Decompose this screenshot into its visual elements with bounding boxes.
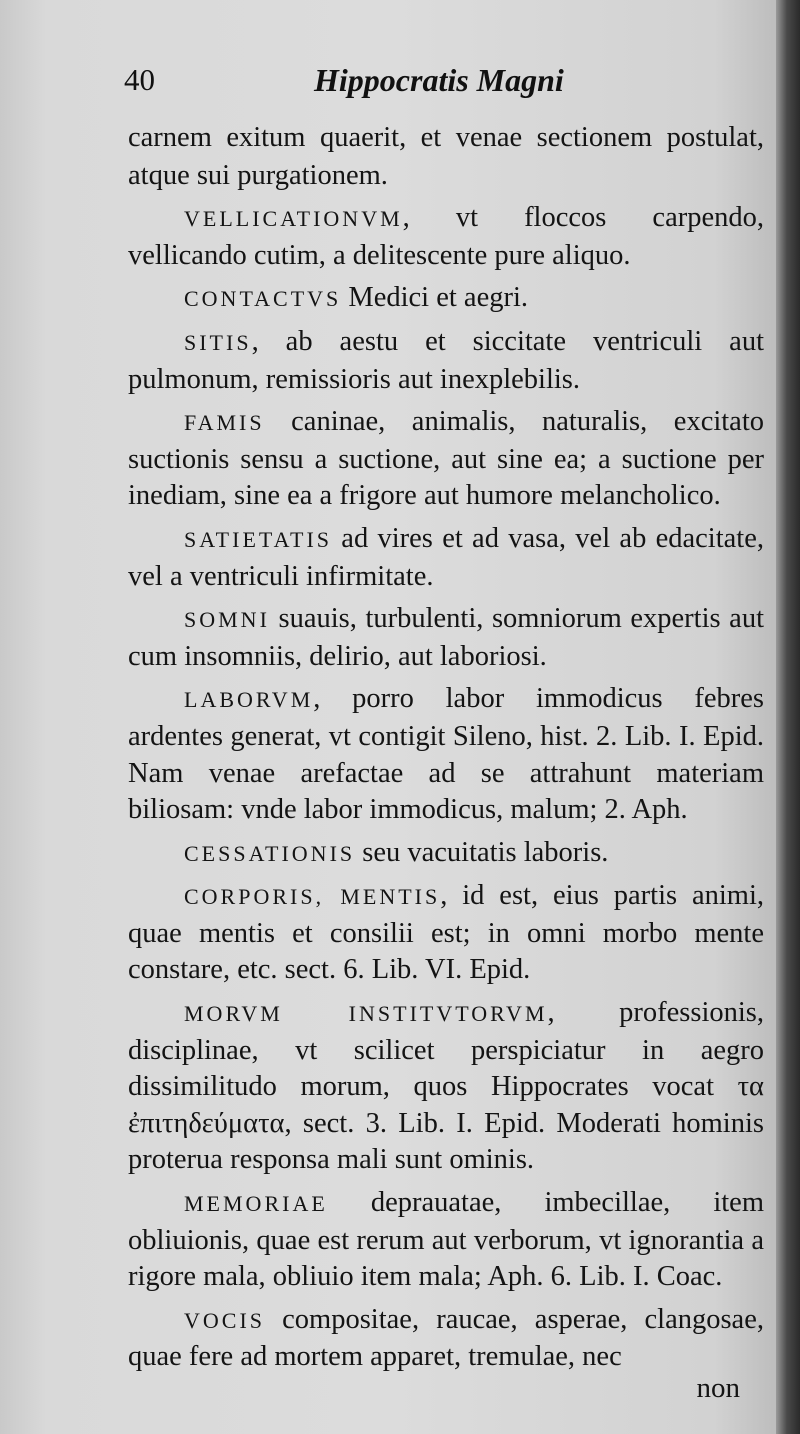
paragraph-text: suauis, turbulenti, somniorum expertis aut cum insomniis, delirio, aut laboriosi. xyxy=(128,603,764,672)
running-head xyxy=(124,62,764,108)
paragraph xyxy=(128,878,764,989)
paragraph-label: CESSATIONIS xyxy=(184,840,356,866)
paragraph-text: , ab aestu et siccitate ventriculi aut pulmonum, remissioris aut inexplebilis. xyxy=(128,325,764,395)
paragraph-text: Medici et aegri. xyxy=(341,282,529,314)
paragraph xyxy=(128,995,764,1179)
paragraph-label: FAMIS xyxy=(184,410,265,436)
paragraph xyxy=(128,601,764,675)
catchword: non xyxy=(696,1372,740,1404)
paragraph xyxy=(128,835,764,873)
paragraph xyxy=(128,200,764,274)
paragraph-text: compositae, raucae, asperae, clangosae, quae fere ad mortem apparet, tremulae, nec xyxy=(128,1303,764,1373)
paragraph xyxy=(128,120,764,194)
paragraph-label: SITIS xyxy=(184,329,252,355)
paragraph xyxy=(128,1302,764,1376)
page-number: 40 xyxy=(124,62,155,97)
paragraph-label: MEMORIAE xyxy=(184,1191,328,1217)
paragraph-label: LABORVM xyxy=(184,687,314,713)
paragraph xyxy=(128,324,764,398)
paragraph-label: SATIETATIS xyxy=(184,526,333,552)
paragraph xyxy=(128,280,764,318)
book-binding-edge xyxy=(776,0,800,1434)
running-title: Hippocratis Magni xyxy=(314,62,564,98)
paragraph-label: CORPORIS, MENTIS xyxy=(184,884,441,910)
paragraph-label: VOCIS xyxy=(184,1307,266,1333)
paragraph-label: CONTACTVS xyxy=(184,286,342,312)
paragraph-text: deprauatae, imbecillae, item obliuionis, quae est rerum aut verborum, vt ignorantia a rigore mala, obliuio item mala; Aph. 6. Lib. I. Coac. xyxy=(128,1187,764,1293)
paragraph-text: , porro labor immodicus febres ardentes generat, vt contigit Sileno, hist. 2. Lib. I. Epid. Nam venae arefactae ad se attrahunt materiam biliosam: vnde labor immodicus, malum; 2. Aph. xyxy=(128,683,764,826)
paragraph-text: carnem exitum quaerit, et venae sectionem postulat, atque sui purgationem. xyxy=(128,122,764,191)
paragraph-text: seu vacuitatis laboris. xyxy=(355,836,609,868)
paragraph-text: caninae, animalis, naturalis, excitato suctionis sensu a suctione, aut sine ea; a suctione per inediam, sine ea a frigore aut humore melancholico. xyxy=(128,406,764,512)
paragraph-label: VELLICATIONVM xyxy=(184,206,403,232)
paragraph-label: MORVM INSTITVTORVM xyxy=(184,1001,548,1027)
paragraph xyxy=(128,521,764,595)
paragraph-text: , id est, eius partis animi, quae mentis et consilii est; in omni morbo mente constare, etc. sect. 6. Lib. VI. Epid. xyxy=(128,880,764,986)
paragraph-text: , vt floccos carpendo, vellicando cutim, a delitescente pure aliquo. xyxy=(128,202,764,271)
body-text xyxy=(128,120,764,1382)
paragraph xyxy=(128,1185,764,1296)
paragraph xyxy=(128,404,764,515)
paragraph-text: , professionis, disciplinae, vt scilicet perspiciatur in aegro dissimilitudo morum, quos Hippocrates vocat τα ἐπιτηδεύματα, sect. 3. Lib. I. Epid. Moderati hominis proterua responsa mali sunt ominis. xyxy=(128,997,764,1176)
paragraph-text: ad vires et ad vasa, vel ab edacitate, vel a ventriculi infirmitate. xyxy=(128,522,764,592)
paragraph xyxy=(128,681,764,828)
paragraph-label: SOMNI xyxy=(184,607,270,633)
